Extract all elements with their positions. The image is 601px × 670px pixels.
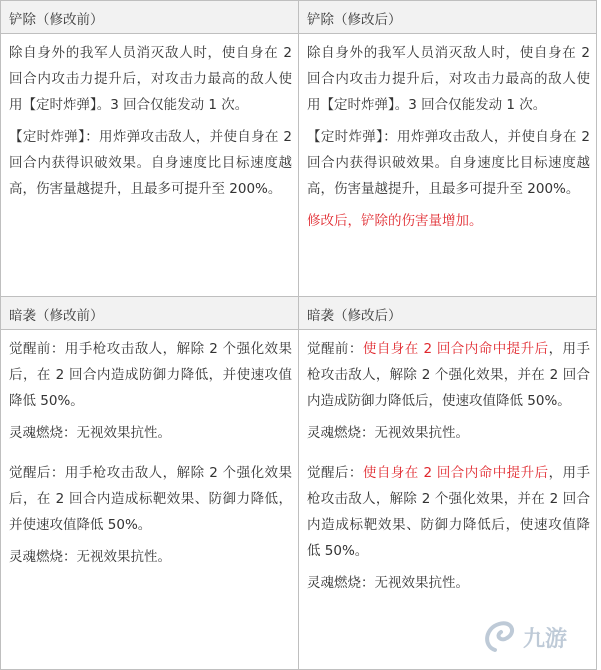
header-before-ambush: 暗袭（修改前） <box>1 297 299 330</box>
shovel-after-bomb-desc: 【定时炸弹】：用炸弹攻击敌人，并使自身在 2 回合内获得识破效果。自身速度比目标速度越高，伤害量越提升，且最多可提升至 200%。 <box>307 129 590 197</box>
shovel-after-skill-desc: 除自身外的我军人员消灭敌人时，使自身在 2 回合内攻击力提升后，对攻击力最高的敌人使用【定时炸弹】。3 回合仅能发动 1 次。 <box>307 45 590 113</box>
awaken-after-highlight: 使自身在 2 回合内命中提升后 <box>362 465 549 481</box>
watermark-swirl-icon <box>487 623 512 650</box>
awaken-before-label: 觉醒前： <box>307 341 363 357</box>
section2-header-row <box>1 297 597 330</box>
watermark-logo <box>477 606 597 666</box>
section1-content-row <box>1 34 597 297</box>
ambush-after-awaken-before <box>307 336 590 414</box>
ambush-after-soul-burn-1: 灵魂燃烧：无视效果抗性。 <box>307 425 469 441</box>
header-after-ambush: 暗袭（修改后） <box>299 297 597 330</box>
ambush-after-awaken-after <box>307 460 590 564</box>
awaken-after-rest: ，用手枪攻击敌人，解除 2 个强化效果，并在 2 回合内造成标靶效果、防御力降低后，使速攻值降低 50%。 <box>307 465 591 559</box>
ambush-after-soul-burn-2: 灵魂燃烧：无视效果抗性。 <box>307 575 469 591</box>
ambush-before-soul-burn-2: 灵魂燃烧：无视效果抗性。 <box>9 549 171 565</box>
ambush-before-awaken-before: 觉醒前：用手枪攻击敌人，解除 2 个强化效果后，在 2 回合内造成防御力降低，并使速攻值降低 50%。 <box>9 341 292 409</box>
ambush-before-soul-burn-1: 灵魂燃烧：无视效果抗性。 <box>9 425 171 441</box>
shovel-change-note: 修改后，铲除的伤害量增加。 <box>307 213 483 229</box>
shovel-after-cell <box>299 34 597 297</box>
shovel-before-skill-desc: 除自身外的我军人员消灭敌人时，使自身在 2 回合内攻击力提升后，对攻击力最高的敌人使用【定时炸弹】。3 回合仅能发动 1 次。 <box>9 45 292 113</box>
awaken-before-rest: ，用手枪攻击敌人，解除 2 个强化效果，并在 2 回合内造成防御力降低后，使速攻值降低 50%。 <box>307 341 591 409</box>
ambush-before-cell <box>1 330 299 670</box>
awaken-after-label: 觉醒后： <box>307 465 363 481</box>
awaken-before-highlight: 使自身在 2 回合内命中提升后 <box>362 341 549 357</box>
shovel-before-bomb-desc: 【定时炸弹】：用炸弹攻击敌人，并使自身在 2 回合内获得识破效果。自身速度比目标速度越高，伤害量越提升，且最多可提升至 200%。 <box>9 129 292 197</box>
shovel-before-cell <box>1 34 299 297</box>
section1-header-row <box>1 1 597 34</box>
ambush-before-awaken-after: 觉醒后：用手枪攻击敌人，解除 2 个强化效果后，在 2 回合内造成标靶效果、防御力降低，并使速攻值降低 50%。 <box>9 465 292 533</box>
watermark-text: 九游 <box>523 627 568 652</box>
header-before-shovel: 铲除（修改前） <box>1 1 299 34</box>
header-after-shovel: 铲除（修改后） <box>299 1 597 34</box>
